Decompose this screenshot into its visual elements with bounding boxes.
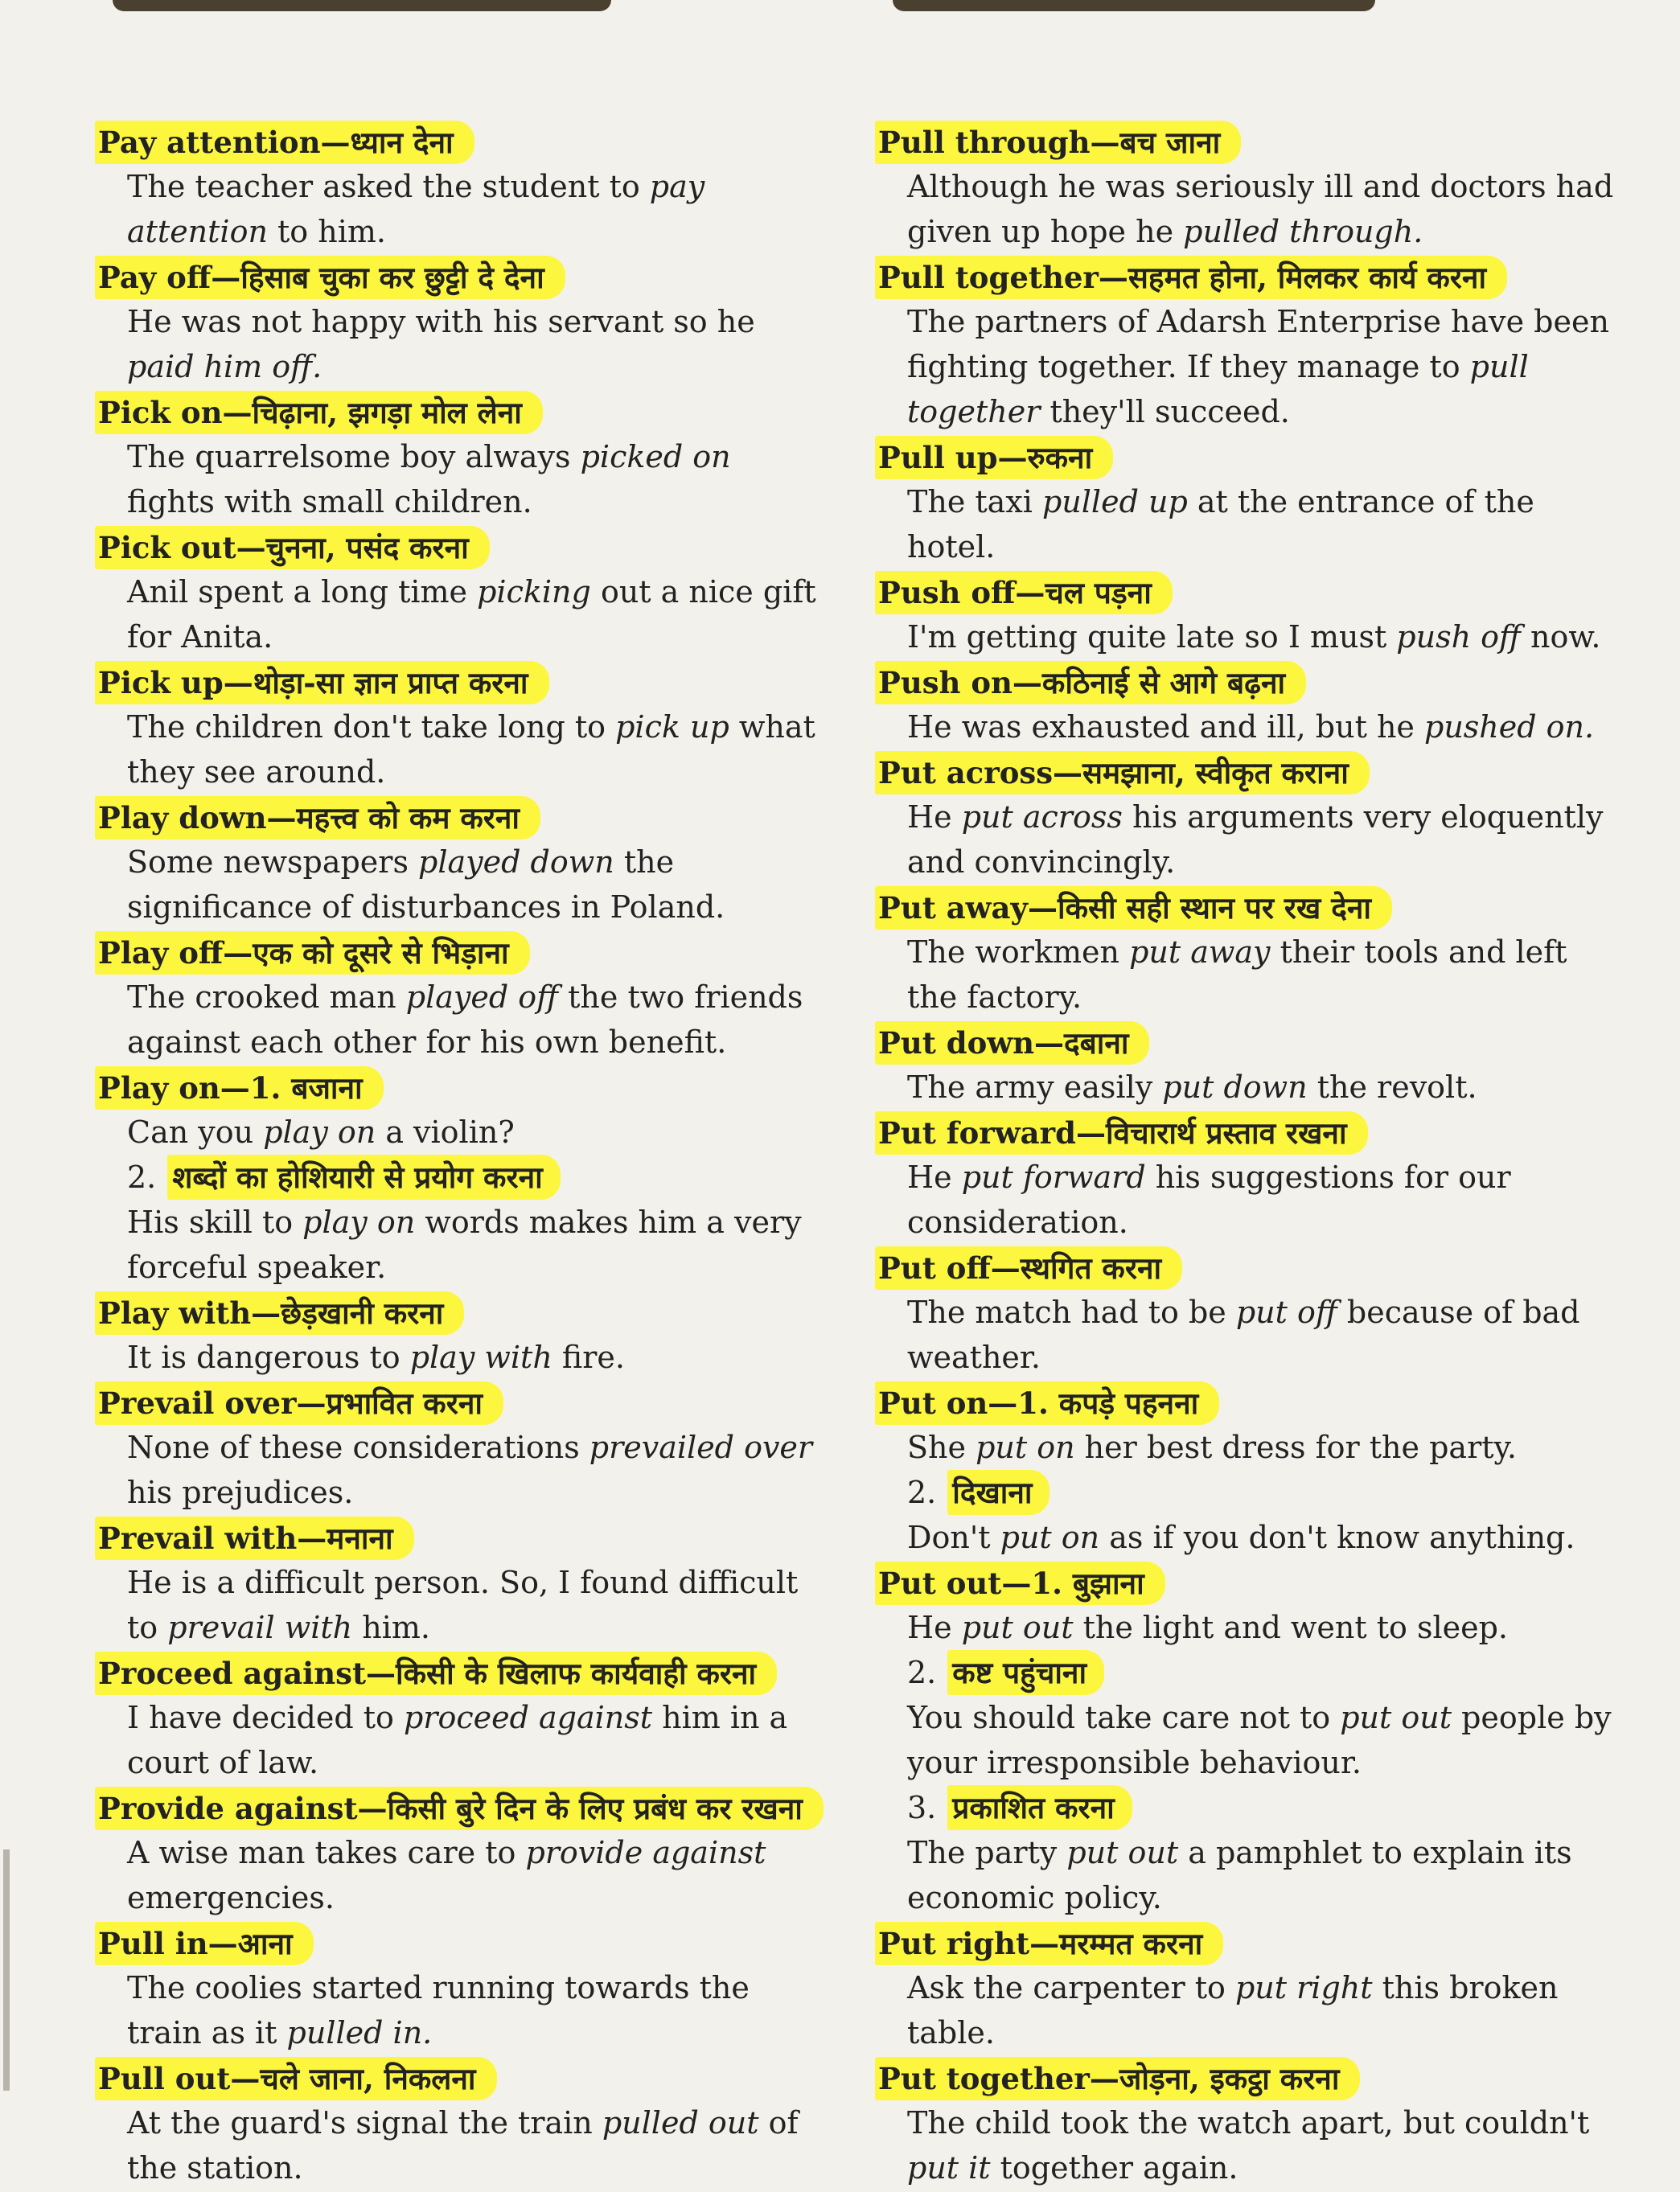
entry-heading: Prevail over—प्रभावित करना [95, 1381, 503, 1425]
entry [95, 391, 827, 524]
example-phrase: picking [477, 574, 591, 610]
example-phrase: pulled through. [1183, 214, 1423, 249]
example-sentence [907, 1155, 1623, 1245]
entry-heading: Pull through—बच जाना [875, 121, 1241, 164]
entry-heading: Pick on—चिढ़ाना, झगड़ा मोल लेना [95, 391, 543, 434]
entry [95, 1787, 827, 1920]
example-text: the significance of disturbances in Poland. [127, 844, 725, 925]
example-text: He is a difficult person. So, I found difficult to [127, 1565, 799, 1645]
example-text: fights with small children. [127, 484, 532, 519]
example-phrase: picked on [580, 439, 731, 474]
entry [875, 571, 1623, 659]
example-text: because of bad weather. [907, 1295, 1580, 1375]
example-phrase: proceed against [403, 1700, 653, 1735]
example-sentence [907, 164, 1623, 254]
example-text: The coolies started running towards the train as it [127, 1970, 750, 2050]
sense-meaning: दिखाना [947, 1470, 1049, 1515]
example-text: Some newspapers [127, 844, 419, 880]
example-sentence [127, 569, 827, 659]
example-sentence [907, 1425, 1623, 1470]
example-text: at the entrance of the hotel. [907, 484, 1534, 564]
example-text: The teacher asked the student to [127, 169, 650, 204]
example-phrase: pick up [615, 709, 729, 745]
example-sentence [127, 1830, 827, 1920]
example-sentence [907, 1605, 1623, 1650]
example-sentence [127, 1560, 827, 1650]
entry [95, 1291, 827, 1380]
example-sentence [907, 479, 1623, 569]
example-text: The crooked man [127, 979, 406, 1015]
entry-heading: Put down—दबाना [875, 1021, 1149, 1065]
example-sentence [907, 930, 1623, 1020]
sense-number: 2. [907, 1655, 937, 1690]
example-text: The party [907, 1835, 1067, 1870]
example-text: The quarrelsome boy always [127, 439, 581, 474]
example-sentence [907, 2100, 1623, 2190]
example-text: Although he was seriously ill and doctors had given up hope he [907, 169, 1614, 249]
entry [875, 256, 1623, 434]
example-text: the two friends against each other for his own benefit. [127, 979, 803, 1060]
example-phrase: prevail with [167, 1610, 353, 1645]
sub-sense [907, 1785, 1623, 1830]
example-sentence [127, 164, 827, 254]
entry-heading: Play with—छेड़खानी करना [95, 1291, 464, 1335]
entry-heading: Pick out—चुनना, पसंद करना [95, 526, 490, 569]
example-text: the revolt. [1307, 1069, 1477, 1105]
right-column [875, 121, 1623, 2192]
entry [95, 796, 827, 930]
example-phrase: put forward [961, 1160, 1146, 1195]
example-phrase: put on [1000, 1520, 1100, 1555]
example-phrase: paid him off. [127, 349, 322, 384]
entry-heading: Put right—मरम्मत करना [875, 1922, 1223, 1965]
example-text: Ask the carpenter to [907, 1970, 1235, 2005]
entry [95, 2057, 827, 2190]
entry [875, 661, 1623, 749]
example-phrase: put down [1162, 1069, 1308, 1105]
example-text: She [907, 1430, 976, 1465]
example-phrase: play on [302, 1205, 416, 1240]
entry-heading: Pull in—आना [95, 1922, 314, 1965]
example-phrase: played down [418, 844, 614, 880]
entry-heading: Pull out—चले जाना, निकलना [95, 2057, 497, 2100]
example-text: The workmen [907, 934, 1130, 970]
example-text: this broken table. [907, 1970, 1559, 2050]
example-text: He [907, 799, 962, 835]
entry-heading: Pay attention—ध्यान देना [95, 121, 474, 164]
entry-heading: Put on—1. कपड़े पहनना [875, 1381, 1219, 1425]
example-sentence [127, 1200, 827, 1290]
example-text: out a nice gift for Anita. [127, 574, 816, 655]
entry [95, 661, 827, 794]
example-sentence [907, 614, 1623, 659]
entry-heading: Provide against—किसी बुरे दिन के लिए प्रबंध कर रखना [95, 1787, 824, 1830]
entry-heading: Put away—किसी सही स्थान पर रख देना [875, 886, 1392, 930]
entry [875, 1381, 1623, 1560]
entry [875, 1562, 1623, 1920]
entry [875, 2057, 1623, 2190]
example-text: A wise man takes care to [127, 1835, 526, 1870]
entry-heading: Pay off—हिसाब चुका कर छुट्टी दे देना [95, 256, 565, 299]
example-sentence [127, 434, 827, 524]
example-sentence [127, 299, 827, 389]
example-phrase: played off [405, 979, 559, 1015]
example-text: together again. [990, 2150, 1238, 2186]
example-text: He [907, 1610, 962, 1645]
example-phrase: put it [907, 2150, 991, 2186]
example-sentence [907, 299, 1623, 434]
sense-number: 2. [127, 1160, 157, 1195]
entry [95, 121, 827, 254]
example-text: He [907, 1160, 962, 1195]
example-phrase: pulled in. [286, 2015, 433, 2050]
example-text: Don't [907, 1520, 1000, 1555]
example-sentence [127, 975, 827, 1065]
example-text: The children don't take long to [127, 709, 616, 745]
example-text: they'll succeed. [1040, 394, 1290, 429]
example-sentence [127, 1335, 827, 1380]
example-text: emergencies. [127, 1880, 335, 1915]
entry-heading: Play down—महत्त्व को कम करना [95, 796, 540, 839]
entry-heading: Play on—1. बजाना [95, 1066, 384, 1110]
sub-sense [907, 1470, 1623, 1515]
example-text: him in a court of law. [127, 1700, 788, 1780]
example-text: him. [352, 1610, 430, 1645]
example-text: It is dangerous to [127, 1340, 410, 1375]
example-text: her best dress for the party. [1074, 1430, 1518, 1465]
example-sentence [907, 1830, 1623, 1920]
example-sentence [127, 1110, 827, 1155]
example-sentence [907, 1515, 1623, 1560]
entry [875, 121, 1623, 254]
example-text: None of these considerations [127, 1430, 589, 1465]
example-sentence [907, 1695, 1623, 1785]
entry-heading: Prevail with—मनाना [95, 1517, 414, 1560]
example-sentence [127, 1425, 827, 1515]
entry [875, 1246, 1623, 1380]
sense-meaning: कष्ट पहुंचाना [947, 1650, 1104, 1695]
example-phrase: prevailed over [589, 1430, 813, 1465]
example-text: Anil spent a long time [127, 574, 478, 610]
entry-heading: Pull up—रुकना [875, 436, 1113, 479]
entry [875, 436, 1623, 569]
example-text: You should take care not to [907, 1700, 1341, 1735]
example-text: their tools and left the factory. [907, 934, 1567, 1015]
example-phrase: pulled up [1041, 484, 1188, 519]
example-text: to him. [267, 214, 386, 249]
example-sentence [907, 1965, 1623, 2055]
top-photo-edge-left [113, 0, 611, 11]
entry [95, 526, 827, 659]
example-text: fire. [552, 1340, 625, 1375]
entry [875, 886, 1623, 1020]
entry [95, 1066, 827, 1290]
example-phrase: provide against [525, 1835, 766, 1870]
example-sentence [907, 1290, 1623, 1380]
entry-heading: Put together—जोड़ना, इकट्ठा करना [875, 2057, 1360, 2100]
example-text: now. [1520, 619, 1601, 655]
example-sentence [907, 1065, 1623, 1110]
example-text: I'm getting quite late so I must [907, 619, 1397, 655]
example-text: The army easily [907, 1069, 1163, 1105]
entry-heading: Put off—स्थगित करना [875, 1246, 1182, 1290]
example-text: of the station. [127, 2105, 799, 2186]
example-text: his arguments very eloquently and convincingly. [907, 799, 1604, 880]
example-phrase: put away [1129, 934, 1271, 970]
example-phrase: pay attention [127, 169, 705, 249]
example-text: words makes him a very forceful speaker. [127, 1205, 802, 1285]
example-text: Can you [127, 1114, 264, 1150]
example-text: people by your irresponsible behaviour. [907, 1700, 1612, 1780]
left-column [95, 121, 827, 2192]
example-text: The partners of Adarsh Enterprise have been fighting together. If they manage to [907, 304, 1609, 384]
entry-heading: Proceed against—किसी के खिलाफ कार्यवाही करना [95, 1652, 777, 1695]
example-phrase: put out [961, 1610, 1074, 1645]
example-phrase: pulled out [602, 2105, 759, 2141]
sense-number: 2. [907, 1475, 937, 1510]
entry-heading: Pick up—थोड़ा-सा ज्ञान प्राप्त करना [95, 661, 549, 704]
entry [95, 1652, 827, 1785]
entry [875, 1922, 1623, 2055]
example-sentence [907, 704, 1623, 749]
example-text: the light and went to sleep. [1073, 1610, 1508, 1645]
entry [95, 1381, 827, 1515]
example-phrase: push off [1396, 619, 1521, 655]
entry-heading: Play off—एक को दूसरे से भिड़ाना [95, 931, 530, 975]
entry-heading: Put across—समझाना, स्वीकृत कराना [875, 751, 1370, 794]
entry-heading: Pull together—सहमत होना, मिलकर कार्य करना [875, 256, 1507, 299]
example-text: He was exhausted and ill, but he [907, 709, 1424, 745]
entry [95, 1517, 827, 1650]
sub-sense [907, 1650, 1623, 1695]
example-text: The taxi [907, 484, 1042, 519]
example-phrase: put off [1235, 1295, 1337, 1330]
page-left-edge [3, 1849, 10, 2091]
example-sentence [127, 704, 827, 794]
entry [95, 931, 827, 1065]
entry [875, 1111, 1623, 1245]
entry-heading: Put forward—विचारार्थ प्रस्ताव रखना [875, 1111, 1368, 1155]
example-sentence [127, 839, 827, 930]
example-text: He was not happy with his servant so he [127, 304, 755, 339]
example-text: a violin? [376, 1114, 515, 1150]
sense-meaning: प्रकाशित करना [947, 1785, 1132, 1830]
top-photo-edge-right [893, 0, 1375, 11]
example-text: as if you don't know anything. [1099, 1520, 1575, 1555]
example-phrase: put across [961, 799, 1123, 835]
example-sentence [127, 2100, 827, 2190]
example-text: His skill to [127, 1205, 303, 1240]
entry-heading: Push off—चल पड़ना [875, 571, 1173, 614]
example-phrase: pull together [907, 349, 1529, 429]
entry [95, 1922, 827, 2055]
example-phrase: play with [409, 1340, 552, 1375]
entry-heading: Put out—1. बुझाना [875, 1562, 1165, 1605]
entry [875, 1021, 1623, 1110]
entry-heading: Push on—कठिनाई से आगे बढ़ना [875, 661, 1306, 704]
example-text: The match had to be [907, 1295, 1236, 1330]
example-text: his prejudices. [127, 1475, 354, 1510]
entry [95, 256, 827, 389]
example-text: what they see around. [127, 709, 815, 790]
example-text: At the guard's signal the train [127, 2105, 602, 2141]
example-sentence [127, 1695, 827, 1785]
example-phrase: put out [1066, 1835, 1179, 1870]
example-text: The child took the watch apart, but couldn't [907, 2105, 1590, 2141]
entry [875, 751, 1623, 885]
example-text: I have decided to [127, 1700, 404, 1735]
sense-number: 3. [907, 1790, 937, 1825]
example-phrase: put out [1340, 1700, 1452, 1735]
example-sentence [127, 1965, 827, 2055]
example-text: his suggestions for our consideration. [907, 1160, 1511, 1240]
example-sentence [907, 794, 1623, 885]
sub-sense [127, 1155, 827, 1200]
example-phrase: play on [263, 1114, 376, 1150]
example-text: a pamphlet to explain its economic policy. [907, 1835, 1572, 1915]
example-phrase: put on [976, 1430, 1075, 1465]
sense-meaning: शब्दों का होशियारी से प्रयोग करना [167, 1155, 560, 1200]
example-phrase: pushed on. [1424, 709, 1595, 745]
example-phrase: put right [1234, 1970, 1373, 2005]
